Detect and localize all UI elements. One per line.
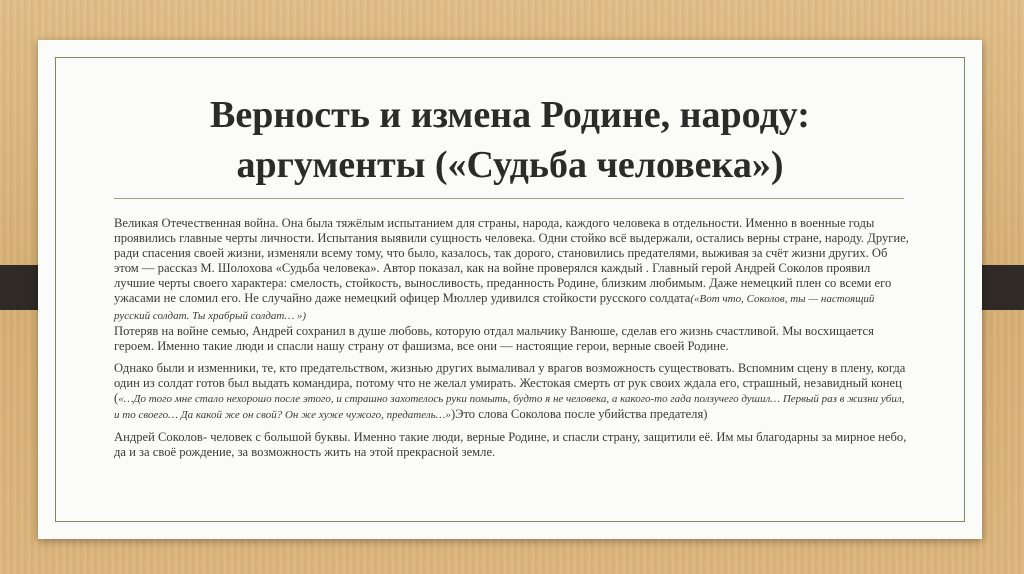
paragraph-1 (114, 216, 910, 324)
paragraph-2: Потеряв на войне семью, Андрей сохранил в душе любовь, которую отдал мальчику Ванюше, сделав его жизнь счастливой. Мы восхищается героем. Именно такие люди и спасли нашу страну от фашизма, все они — настоящие герои, верные своей Родине. (114, 323, 874, 353)
paragraph-1-text: Великая Отечественная война. Она была тяжёлым испытанием для страны, народа, каждого человека в отдельности. Именно в военные годы проявились главные черты личности. Испытания выявили сущность человека. Одни стойко всё выдержали, остались верны стране, народу. Другие, ради спасения своей жизни, изменяли всему тому, что было, казалось, так дорого, становились предателями, выживая за счёт жизни других. Об этом — рассказ М. Шолохова «Судьба человека». Автор показал, как на войне проверялся каждый . Главный герой Андрей Соколов проявил лучшие черты своего характера: смелость, стойкость, выносливость, преданность Родине, близким любимым. Даже немецкий плен со всеми его ужасами не сломил его. Не случайно даже немецкий офицер Мюллер удивился стойкости русского солдата (114, 216, 909, 306)
paragraph-3 (114, 361, 910, 423)
paragraph-3-end: )Это слова Соколова после убийства предателя) (450, 407, 708, 422)
slide-title (118, 90, 902, 190)
slide-card (38, 40, 982, 539)
slide-title-line1: Верность и измена Родине, народу: (210, 94, 810, 136)
paragraph-1-quote: («Вот что, Соколов, ты — настоящий русский солдат. Ты храбрый солдат… ») (114, 293, 875, 322)
paragraph-3-text: Однако были и изменники, те, кто предательством, жизнью других вымаливал у врагов возможность существовать. Вспомним сцену в плену, когда один из солдат готов был выдать командира, потому что не желал умирать. Жестокая смерть от рук своих ждала его, страшный, незавидный конец ( (114, 360, 906, 406)
paragraph-4: Андрей Соколов- человек с большой буквы. Именно такие люди, верные Родине, и спасли страну, защитили её. Им мы благодарны за мирное небо, да и за своё рождение, за возможность жить на этой прекрасной земле. (114, 430, 907, 460)
slide-title-line2: аргументы («Судьба человека») (236, 144, 784, 186)
title-divider (114, 198, 904, 199)
slide-body (114, 216, 910, 467)
paragraph-3-quote: «…До того мне стало нехорошо после этого, и страшно захотелось руки помыть, будто я не человека, а какого-то гада ползучего душил… Первый раз в жизни убил, и то своего… Да какой же он свой? Он же хуже чужого, предатель…» (114, 393, 905, 422)
